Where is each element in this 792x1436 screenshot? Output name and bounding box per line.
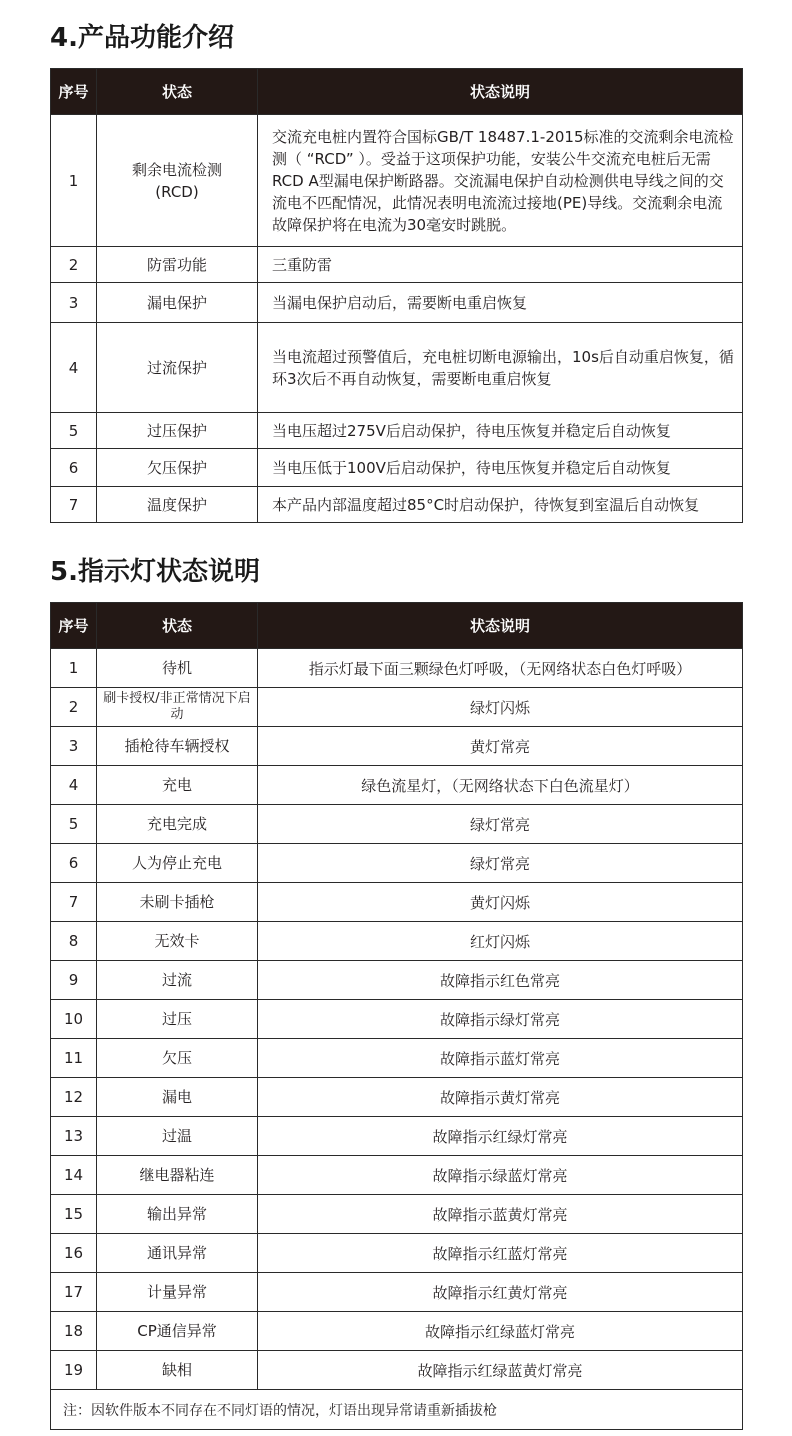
row-number: 19 — [51, 1351, 97, 1390]
row-state: 无效卡 — [97, 922, 258, 961]
row-state: 待机 — [97, 649, 258, 688]
row-state: 过流 — [97, 961, 258, 1000]
header-state: 状态 — [97, 69, 258, 115]
row-description: 故障指示红黄灯常亮 — [258, 1273, 743, 1312]
table-row — [51, 1195, 743, 1234]
row-state: 插枪待车辆授权 — [97, 727, 258, 766]
table-row — [51, 1156, 743, 1195]
row-number: 7 — [51, 883, 97, 922]
table-row — [51, 283, 743, 323]
row-number: 2 — [51, 247, 97, 283]
row-number: 4 — [51, 323, 97, 413]
row-state — [97, 115, 258, 247]
row-description: 红灯闪烁 — [258, 922, 743, 961]
row-description: 故障指示红绿蓝灯常亮 — [258, 1312, 743, 1351]
row-description: 本产品内部温度超过85°C时启动保护，待恢复到室温后自动恢复 — [258, 487, 743, 523]
row-description: 绿灯常亮 — [258, 844, 743, 883]
row-state: 计量异常 — [97, 1273, 258, 1312]
row-description: 故障指示黄灯常亮 — [258, 1078, 743, 1117]
row-description: 故障指示红绿灯常亮 — [258, 1117, 743, 1156]
row-number: 7 — [51, 487, 97, 523]
row-number: 16 — [51, 1234, 97, 1273]
row-description: 绿灯常亮 — [258, 805, 743, 844]
row-state: 过压 — [97, 1000, 258, 1039]
header-state: 状态 — [97, 603, 258, 649]
row-state: 继电器粘连 — [97, 1156, 258, 1195]
table-row — [51, 1234, 743, 1273]
table-row — [51, 844, 743, 883]
table-row — [51, 1039, 743, 1078]
row-state: 漏电 — [97, 1078, 258, 1117]
table-row — [51, 1078, 743, 1117]
row-number: 8 — [51, 922, 97, 961]
row-state-abbr: (RCD) — [155, 182, 199, 201]
table-row — [51, 1117, 743, 1156]
table-row — [51, 805, 743, 844]
note-row — [51, 1390, 743, 1430]
row-description: 故障指示绿蓝灯常亮 — [258, 1156, 743, 1195]
function-table — [50, 68, 743, 523]
row-number: 17 — [51, 1273, 97, 1312]
table-row — [51, 323, 743, 413]
row-number: 9 — [51, 961, 97, 1000]
row-state: 过压保护 — [97, 413, 258, 449]
row-description: 当电压低于100V后启动保护，待电压恢复并稳定后自动恢复 — [258, 449, 743, 487]
row-number: 3 — [51, 283, 97, 323]
table-row — [51, 487, 743, 523]
header-desc: 状态说明 — [258, 603, 743, 649]
row-number: 14 — [51, 1156, 97, 1195]
table-row — [51, 247, 743, 283]
row-state: 人为停止充电 — [97, 844, 258, 883]
row-description: 故障指示红色常亮 — [258, 961, 743, 1000]
row-description: 指示灯最下面三颗绿色灯呼吸，（无网络状态白色灯呼吸） — [258, 649, 743, 688]
table-row — [51, 649, 743, 688]
header-no: 序号 — [51, 69, 97, 115]
table-row — [51, 449, 743, 487]
table-row — [51, 922, 743, 961]
section-4-title: 4.产品功能介绍 — [50, 23, 234, 53]
section-5-title: 5.指示灯状态说明 — [50, 557, 260, 587]
header-no: 序号 — [51, 603, 97, 649]
row-number: 3 — [51, 727, 97, 766]
row-description: 故障指示蓝灯常亮 — [258, 1039, 743, 1078]
footnote: 注：因软件版本不同存在不同灯语的情况，灯语出现异常请重新插拔枪 — [51, 1390, 743, 1430]
row-number: 6 — [51, 449, 97, 487]
row-description: 绿色流星灯，（无网络状态下白色流星灯） — [258, 766, 743, 805]
row-state: 欠压 — [97, 1039, 258, 1078]
row-state: 防雷功能 — [97, 247, 258, 283]
table-row — [51, 727, 743, 766]
row-description: 交流充电桩内置符合国标GB/T 18487.1-2015标准的交流剩余电流检测（ “RCD” ）。受益于这项保护功能，安装公牛交流充电桩后无需 RCD A型漏电保护断路器。交流漏电保护自动检测供电导线之间的交流电不匹配情况，此情况表明电流流过接地(PE)导线。交流剩余电流故障保护将在电流为30毫安时跳脱。 — [258, 115, 743, 247]
row-number: 13 — [51, 1117, 97, 1156]
row-description: 故障指示红绿蓝黄灯常亮 — [258, 1351, 743, 1390]
row-state: 欠压保护 — [97, 449, 258, 487]
table-row — [51, 1273, 743, 1312]
table-row — [51, 961, 743, 1000]
row-description: 当电流超过预警值后，充电桩切断电源输出，10s后自动重启恢复，循环3次后不再自动恢复，需要断电重启恢复 — [258, 323, 743, 413]
row-state: 刷卡授权/非正常情况下启动 — [97, 688, 258, 727]
row-number: 11 — [51, 1039, 97, 1078]
row-state: 充电 — [97, 766, 258, 805]
table-row — [51, 1312, 743, 1351]
table-row — [51, 1000, 743, 1039]
row-description: 故障指示绿灯常亮 — [258, 1000, 743, 1039]
row-description: 故障指示红蓝灯常亮 — [258, 1234, 743, 1273]
row-state: 漏电保护 — [97, 283, 258, 323]
row-state: 缺相 — [97, 1351, 258, 1390]
header-desc: 状态说明 — [258, 69, 743, 115]
table-row — [51, 413, 743, 449]
row-state: 通讯异常 — [97, 1234, 258, 1273]
table-header-row — [51, 603, 743, 649]
table-row — [51, 1351, 743, 1390]
row-description: 绿灯闪烁 — [258, 688, 743, 727]
row-description: 当电压超过275V后启动保护，待电压恢复并稳定后自动恢复 — [258, 413, 743, 449]
row-number: 5 — [51, 805, 97, 844]
row-number: 6 — [51, 844, 97, 883]
row-state: 温度保护 — [97, 487, 258, 523]
table-row — [51, 688, 743, 727]
row-description: 当漏电保护启动后，需要断电重启恢复 — [258, 283, 743, 323]
row-state: 过温 — [97, 1117, 258, 1156]
row-description: 三重防雷 — [258, 247, 743, 283]
table-row — [51, 115, 743, 247]
row-description: 黄灯常亮 — [258, 727, 743, 766]
row-state: CP通信异常 — [97, 1312, 258, 1351]
table-row — [51, 766, 743, 805]
table-row — [51, 883, 743, 922]
row-number: 15 — [51, 1195, 97, 1234]
row-state-name: 剩余电流检测 — [131, 160, 222, 179]
row-number: 1 — [51, 115, 97, 247]
row-description: 黄灯闪烁 — [258, 883, 743, 922]
row-state: 过流保护 — [97, 323, 258, 413]
indicator-table — [50, 602, 743, 1430]
row-state: 充电完成 — [97, 805, 258, 844]
row-state: 未刷卡插枪 — [97, 883, 258, 922]
table-header-row — [51, 69, 743, 115]
row-state: 输出异常 — [97, 1195, 258, 1234]
row-number: 5 — [51, 413, 97, 449]
row-number: 2 — [51, 688, 97, 727]
row-number: 1 — [51, 649, 97, 688]
row-number: 12 — [51, 1078, 97, 1117]
row-description: 故障指示蓝黄灯常亮 — [258, 1195, 743, 1234]
row-number: 4 — [51, 766, 97, 805]
row-number: 10 — [51, 1000, 97, 1039]
row-number: 18 — [51, 1312, 97, 1351]
